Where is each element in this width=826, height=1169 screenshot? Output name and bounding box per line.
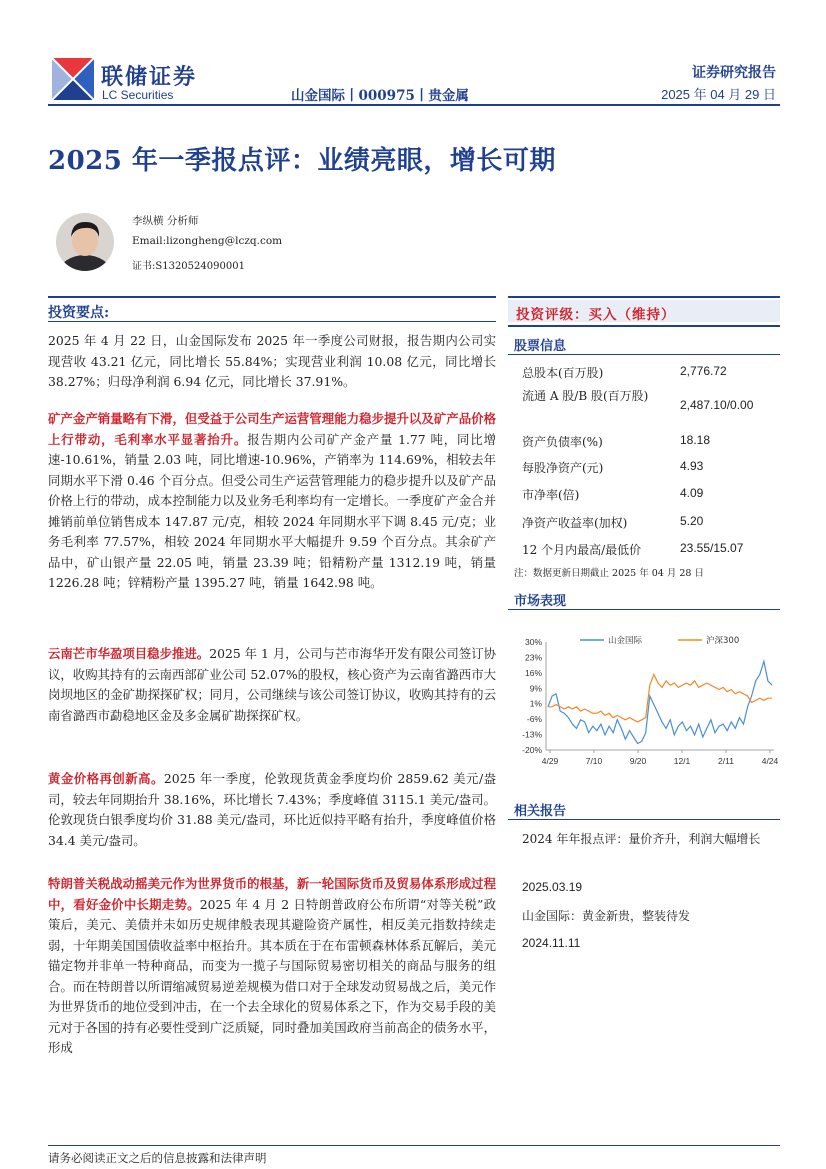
stock-info-rule [508, 354, 780, 355]
investment-highlights-title: 投资要点: [48, 305, 110, 321]
chart-y-tick-label: -20% [522, 745, 542, 755]
chart-legend-label: 山金国际 [608, 636, 643, 646]
gold-price-body: 2025 年一季度，伦敦现货黄金季度均价 2859.62 美元/盎司，较去年同期抬升 38.16%，环比增长 7.43%；季度峰值 3115.1 美元/盎司。伦敦现货白银季度均价 31.88 美元/盎司，环比近似持平略有抬升，季度峰值价格 34.4 美元/盎司。 [48, 771, 496, 848]
project-body: 2025 年 1 月，公司与芒市海华开发有限公司签订协议，收购其持有的云南西部矿业公司 52.07%的股权，核心资产为云南省潞西市大岗坝地区的金矿勘探探矿权；同月，公司继续与该公司签订协议，收购其持有的云南省潞西市勐稳地区金及多金属矿勘探探矿权。 [48, 646, 497, 723]
gold-price-heading: 黄金价格再创新高。 [48, 771, 164, 786]
chart-x-tick-label: 4/29 [541, 756, 559, 766]
header-divider [48, 104, 780, 106]
summary-paragraph: 2025 年 4 月 22 日，山金国际发布 2025 年一季度公司财报，报告期内公司实现营收 43.21 亿元，同比增长 55.84%；实现营业利润 10.08 亿元，同比增长 38.27%；归母净利润 6.94 亿元，同比增长 37.91%。 [48, 333, 496, 389]
stock-row-value: 4.09 [680, 486, 704, 500]
chart-y-tick-label: 23% [524, 652, 542, 663]
market-performance-title: 市场表现 [514, 594, 567, 609]
chart-y-tick-label: 16% [524, 667, 542, 678]
footer-divider [48, 1145, 780, 1146]
stock-row-label: 每股净资产(元) [522, 461, 604, 475]
investment-highlights-rule [48, 321, 496, 322]
report-type: 证券研究报告 [692, 65, 776, 81]
chart-x-tick-label: 7/10 [585, 756, 603, 766]
chart-y-tick-label: 9% [529, 683, 542, 694]
tariff-paragraph [48, 874, 496, 1059]
related-report-title[interactable]: 山金国际：黄金新贵，整装待发 [522, 909, 691, 923]
related-report-date: 2025.03.19 [522, 880, 583, 894]
project-heading: 云南芒市华盈项目稳步推进。 [48, 646, 210, 661]
related-reports-rule [508, 819, 780, 820]
market-performance-rule [508, 609, 780, 610]
footer-disclaimer: 请务必阅读正文之后的信息披露和法律声明 [48, 1151, 267, 1165]
stock-row-value: 5.20 [680, 514, 704, 528]
gold-price-paragraph [48, 769, 496, 851]
stock-row-value: 2,776.72 [680, 364, 727, 378]
stock-row-label: 市净率(倍) [522, 488, 580, 502]
brand-name-en: LC Securities [102, 88, 174, 102]
project-paragraph [48, 644, 496, 726]
lc-securities-logo-icon [52, 58, 94, 100]
analyst-email[interactable]: Email:lizongheng@lczq.com [132, 235, 283, 247]
stock-row-value: 23.55/15.07 [680, 541, 744, 555]
tariff-body: 2025 年 4 月 2 日特朗普政府公布所谓“对等关税”政策后，美元、美债并未如历史规律般表现其避险资产属性，相反美元指数持续走弱，十年期美国国债收益率中枢抬升。其本质在于在布雷顿森林体系瓦解后，美元锚定物并非单一特种商品，而变为一揽子与国际贸易密切相关的商品与服务的组合。而在特朗普以所谓缩减贸易逆差规模为借口对于全球发动贸易战之后，美元作为世界货币的地位受到冲击，在一个去全球化的贸易体系之下，作为交易手段的美元对于各国的持有必要性受到广泛质疑，同时叠加美国政府当前高企的债务水平，形成 [48, 896, 496, 1055]
market-performance-chart [510, 634, 782, 768]
related-report-date: 2024.11.11 [522, 936, 581, 950]
rating-divider [508, 325, 780, 327]
stock-row-label: 12 个月内最高/最低价 [522, 543, 642, 557]
stock-info-title: 股票信息 [514, 339, 567, 354]
chart-x-tick-label: 4/24 [761, 756, 779, 766]
stock-row-label: 净资产收益率(加权) [522, 516, 628, 530]
chart-x-tick-label: 2/11 [718, 756, 734, 766]
stock-row-label: 流通 A 股/B 股(百万股) [522, 389, 649, 403]
brand-name-cn: 联储证券 [101, 65, 198, 90]
production-heading: 矿产金产销量略有下滑，但受益于公司生产运营管理能力稳步提升以及矿产品价格上行带动，毛利率水平显著抬升。 [48, 411, 496, 447]
production-body: 报告期内公司矿产金产量 1.77 吨，同比增速-10.61%，销量 2.03 吨，同比增速-10.96%，产销率为 114.69%，相较去年同期水平下滑 0.46 个百分点。但受公司生产运营管理能力的稳步提升以及矿产品价格上行的带动，成本控制能力以及业务毛利率均有一定增长。一季度矿产金合并摊销前单位销售成本 147.87 元/克，相较 2024 年同期水平下调 8.45 元/克；业务毛利率 77.57%，相较 2024 年同期水平大幅提升 9.59 个百分点。其余矿产品中，矿山银产量 22.05 吨，销量 23.39 吨；铅精粉产量 1312.19 吨，销量 1226.28 吨；锌精粉产量 1395.27 吨，销量 1642.98 吨。 [48, 431, 497, 590]
production-paragraph [48, 409, 496, 594]
analyst-cert: 证书:S1320524090001 [132, 261, 245, 272]
stock-row-value: 4.93 [680, 459, 704, 473]
stock-row-label: 总股本(百万股) [522, 366, 604, 380]
analyst-name: 李纵横 分析师 [132, 215, 199, 227]
chart-y-tick-label: 30% [524, 637, 542, 647]
chart-x-tick-label: 12/1 [673, 756, 691, 766]
chart-series-line-0 [548, 661, 772, 743]
section-divider-left [48, 296, 496, 298]
page-title: 2025 年一季报点评：业绩亮眼，增长可期 [48, 146, 556, 176]
related-report-title[interactable]: 2024 年年报点评：量价齐升，利润大幅增长 [522, 832, 761, 846]
tariff-heading: 特朗普关税战动摇美元作为世界货币的根基，新一轮国际货币及贸易体系形成过程中，看好金价中长期走势。 [48, 876, 496, 912]
stock-row-label: 资产负债率(%) [522, 435, 603, 449]
analyst-avatar [56, 213, 114, 271]
chart-legend-label: 沪深300 [706, 636, 740, 646]
stock-info-note: 注：数据更新日期截止 2025 年 04 月 28 日 [514, 568, 704, 579]
chart-series-line-1 [548, 674, 772, 722]
header-stock-line: 山金国际丨000975丨贵金属 [291, 88, 469, 104]
related-reports-title: 相关报告 [514, 804, 567, 819]
report-date: 2025 年 04 月 29 日 [661, 87, 776, 102]
investment-rating: 投资评级：买入（维持） [516, 307, 676, 323]
chart-y-tick-label: -13% [522, 729, 542, 740]
chart-y-tick-label: -6% [526, 714, 542, 725]
section-divider-right [508, 296, 780, 298]
chart-x-tick-label: 9/20 [629, 756, 647, 766]
stock-row-value: 2,487.10/0.00 [680, 398, 754, 412]
chart-y-tick-label: 1% [529, 698, 542, 709]
stock-row-value: 18.18 [680, 433, 711, 447]
